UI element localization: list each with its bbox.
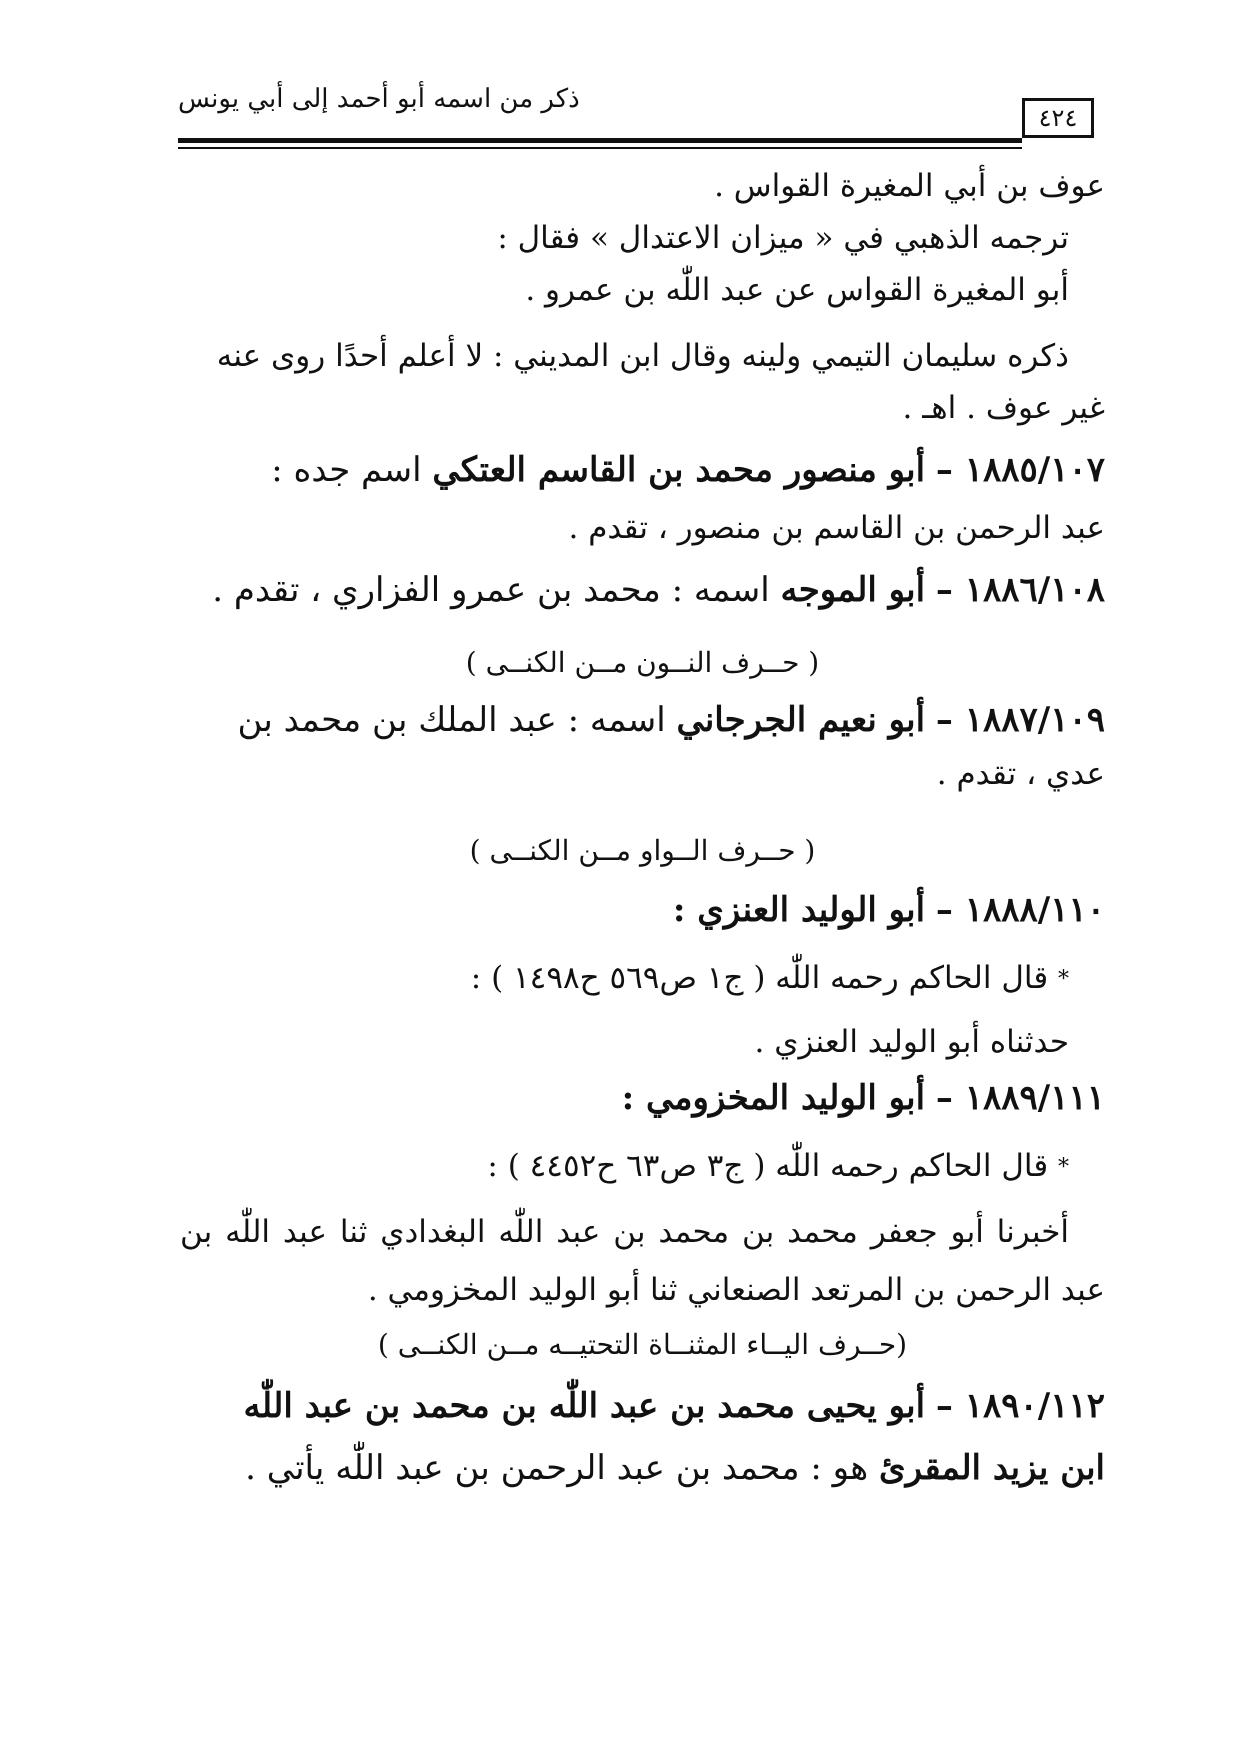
entry-name: ابن يزيد المقرئ (878, 1448, 1105, 1488)
text-line-body: قال الحاكم رحمه اللّٰه ( ج١ ص٥٦٩ ح١٤٩٨ ) : (470, 960, 1049, 996)
entry-name: أبو الموجه (780, 570, 926, 610)
entry-number: ١٨٨٧/١٠٩ – (935, 700, 1105, 740)
entry-108 (212, 570, 1105, 610)
asterisk-marker: * (1058, 967, 1069, 992)
section-heading-nun: ( حــرف النــون مــن الكنــى ) (465, 646, 820, 679)
entry-text: اسمه : محمد بن عمرو الفزاري ، تقدم . (212, 570, 770, 610)
page-number-box: ٤٢٤ (1022, 98, 1094, 138)
text-line (487, 1148, 1069, 1184)
entry-text: اسمه : عبد الملك بن محمد بن (237, 700, 666, 740)
text-line: عدي ، تقدم . (936, 756, 1105, 792)
entry-name: أبو نعيم الجرجاني (676, 700, 926, 740)
entry-name: أبو يحيى محمد بن عبد اللّٰه بن محمد بن عبد اللّٰه (243, 1386, 926, 1426)
asterisk-marker: * (1058, 1155, 1069, 1180)
text-line (471, 960, 1069, 996)
entry-number: ١٨٩٠/١١٢ – (935, 1386, 1105, 1426)
entry-text: اسم جده : (271, 450, 422, 490)
entry-number: ١٨٨٨/١١٠ – (935, 890, 1105, 930)
entry-112 (244, 1386, 1105, 1426)
text-line: أبو المغيرة القواس عن عبد اللّٰه بن عمرو . (525, 272, 1069, 308)
page-header (178, 78, 1108, 158)
section-heading-ya: (حــرف اليــاء المثنــاة التحتيــه مــن الكنــى ) (377, 1328, 908, 1361)
section-heading-waw: ( حــرف الــواو مــن الكنــى ) (469, 834, 816, 867)
text-line: عبد الرحمن بن القاسم بن منصور ، تقدم . (568, 510, 1105, 546)
text-line: عبد الرحمن بن المرتعد الصنعاني ثنا أبو الوليد المخزومي . (367, 1272, 1105, 1308)
text-line: عوف بن أبي المغيرة القواس . (714, 168, 1105, 204)
entry-110 (673, 890, 1105, 930)
text-line: غير عوف . اهـ . (902, 390, 1105, 426)
entry-name: أبو منصور محمد بن القاسم العتكي (432, 450, 926, 490)
header-rule-thin (178, 147, 1022, 149)
text-line: أخبرنا أبو جعفر محمد بن محمد بن عبد اللّٰه البغدادي ثنا عبد اللّٰه بن (180, 1214, 1069, 1250)
entry-111 (622, 1078, 1105, 1118)
header-rule-thick (178, 138, 1022, 143)
entry-107 (271, 450, 1105, 490)
entry-number: ١٨٨٩/١١١ – (935, 1078, 1105, 1118)
entry-number: ١٨٨٦/١٠٨ – (935, 570, 1105, 610)
entry-109 (237, 700, 1105, 740)
entry-number: ١٨٨٥/١٠٧ – (935, 450, 1105, 490)
text-line: ترجمه الذهبي في « ميزان الاعتدال » فقال : (497, 220, 1069, 256)
entry-112-continuation (245, 1448, 1105, 1488)
entry-name: أبو الوليد المخزومي : (621, 1078, 926, 1118)
entry-text: هو : محمد بن عبد الرحمن بن عبد اللّٰه يأتي . (245, 1448, 869, 1488)
running-header-title: ذكر من اسمه أبو أحمد إلى أبي يونس (178, 84, 580, 114)
text-line: حدثناه أبو الوليد العنزي . (754, 1024, 1069, 1060)
text-line: ذكره سليمان التيمي ولينه وقال ابن المديني : لا أعلم أحدًا روى عنه (216, 338, 1069, 374)
entry-name: أبو الوليد العنزي : (672, 890, 926, 930)
text-line-body: قال الحاكم رحمه اللّٰه ( ج٣ ص٦٣ ح٤٤٥٢ ) : (487, 1148, 1049, 1184)
